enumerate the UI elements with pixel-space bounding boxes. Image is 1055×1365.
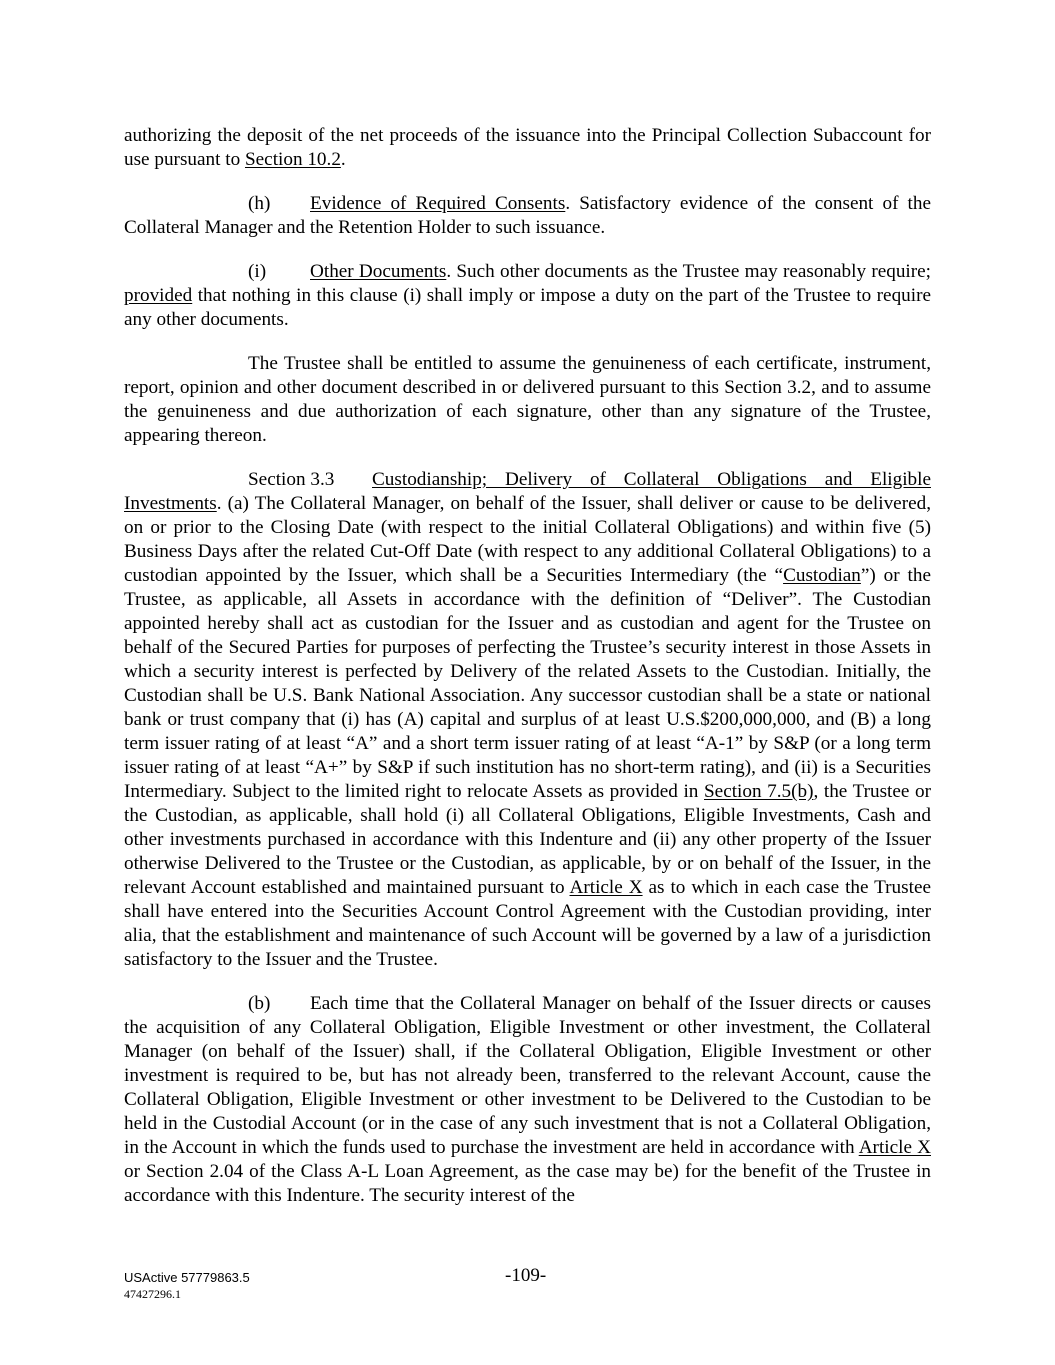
footer-doc-sub-id: 47427296.1 — [124, 1287, 181, 1301]
paragraph-deposit-authorization — [124, 124, 931, 172]
paragraph-text: . — [340, 149, 346, 170]
paragraph-text: , the Trustee or the Custodian, as applicable, shall hold (i) all Collateral Obligations, Eligible Investments, Cash and other investments purchased in accordance with this Indenture and (ii) any other property of the Issuer otherwise Delivered to the Trustee or the Custodian, as applicable, by or on behalf of the Issuer, in the relevant Account established and maintained pursuant to — [124, 781, 931, 898]
paragraph-text: . Such other documents as the Trustee may reasonably require; — [446, 261, 931, 282]
paragraph-section-3-3 — [124, 468, 931, 972]
paragraph-text: . (a) The Collateral Manager, on behalf of the Issuer, shall deliver or cause to be delivered, on or prior to the Closing Date (with respect to the initial Collateral Obligations) and within five (5) Business Days after the related Cut-Off Date (with respect to any additional Collateral Obligations) to a custodian appointed by the Issuer, which shall be a Securities Intermediary (the “ — [124, 493, 931, 586]
paragraph-text: Each time that the Collateral Manager on behalf of the Issuer directs or causes the acquisition of any Collateral Obligation, Eligible Investment or other investment, the Collateral Manager (on behalf of the Issuer) shall, if the Collateral Obligation, Eligible Investment or other investment is required to be, but has not already been, transferred to the relevant Account, cause the Collateral Obligation, Eligible Investment or other investment to be Delivered to the Custodian to be held in the Custodial Account (or in the case of any such investment that is not a Collateral Obligation, in the Account in which the funds used to purchase the investment are held in accordance with — [124, 993, 931, 1158]
paragraph-h-required-consents — [124, 192, 931, 240]
page-number: -109- — [505, 1265, 547, 1286]
paragraph-text: as to which in each case the Trustee shall have entered into the Securities Account Control Agreement with the Custodian providing, inter alia, that the establishment and maintenance of such Account will be governed by a law of a jurisdiction satisfactory to the Issuer and the Trustee. — [124, 877, 931, 970]
paragraph-text: The Trustee shall be entitled to assume the genuineness of each certificate, instrument, report, opinion and other document described in or delivered pursuant to this Section 3.2, and to assume the genuineness and due authorization of each signature, other than any signature of the Trustee, appearing thereon. — [124, 353, 931, 446]
section-10-2-reference: Section 10.2 — [244, 149, 341, 170]
custodian-definition: Custodian — [783, 565, 861, 586]
clause-label: (i) — [248, 261, 267, 282]
footer-doc-id: USActive 57779863.5 — [124, 1270, 250, 1285]
section-label: Section 3.3 — [248, 469, 335, 490]
paragraph-text: authorizing the deposit of the net proceeds of the issuance into the Principal Collection Subaccount for use pursuant to — [124, 125, 931, 170]
paragraph-i-other-documents — [124, 260, 931, 332]
clause-label: (b) — [248, 993, 271, 1014]
paragraph-text: or Section 2.04 of the Class A-L Loan Agreement, as the case may be) for the benefit of the Trustee in accordance with this Indenture. The security interest of the — [124, 1161, 931, 1206]
clause-heading: Other Documents — [310, 261, 447, 282]
paragraph-text: ”) or the Trustee, as applicable, all Assets in accordance with the definition of “Deliver”. The Custodian appointed hereby shall act as custodian for the Issuer and as custodian and agent for the Trustee on behalf of the Secured Parties for purposes of perfecting the Trustee’s security interest in those Assets in which a security interest is perfected by Delivery of the related Assets to the Custodian. Initially, the Custodian shall be U.S. Bank National Association. Any successor custodian shall be a state or national bank or trust company that (i) has (A) capital and surplus of at least U.S.$200,000,000, and (B) a long term issuer rating of at least “A” and a short term issuer rating of at least “A-1” by S&P (or a long term issuer rating of at least “A+” by S&P if such institution has no short-term rating), and (ii) is a Securities Intermediary. Subject to the limited right to relocate Assets as provided in — [124, 565, 931, 802]
section-7-5b-reference: Section 7.5(b) — [704, 781, 814, 802]
clause-heading: Evidence of Required Consents — [310, 193, 566, 214]
paragraph-trustee-assumption — [124, 352, 931, 448]
clause-label: (h) — [248, 193, 271, 214]
article-x-reference: Article X — [569, 877, 643, 898]
document-page — [124, 124, 931, 1228]
article-x-reference: Article X — [858, 1137, 931, 1158]
provided-term: provided — [124, 285, 193, 306]
footer-document-ids — [124, 1270, 250, 1302]
section-heading: Custodianship; Delivery of Collateral Obligations and Eligible Investments — [124, 469, 931, 514]
paragraph-b-acquisition — [124, 992, 931, 1208]
paragraph-text: that nothing in this clause (i) shall imply or impose a duty on the part of the Trustee to require any other documents. — [124, 285, 931, 330]
paragraph-text: . Satisfactory evidence of the consent of the Collateral Manager and the Retention Holder to such issuance. — [124, 193, 931, 238]
